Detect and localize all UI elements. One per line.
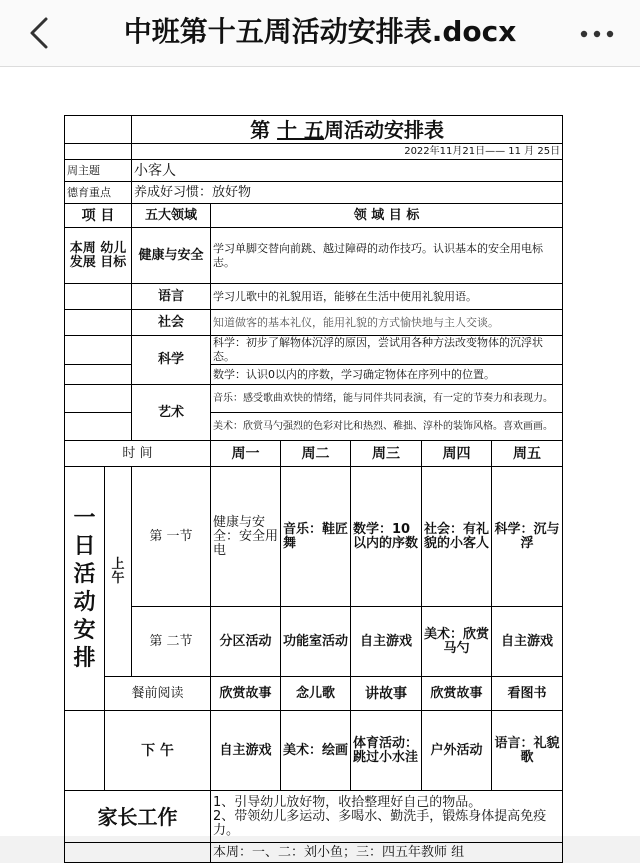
p1-tue: 音乐：鞋匠舞 [281, 467, 351, 607]
read-wed: 讲故事 [351, 677, 422, 711]
blank-cell [65, 116, 132, 144]
pm-fri: 语言：礼貌歌 [492, 711, 563, 791]
domain-science: 科学 [132, 336, 211, 385]
daily-activity-label: 一日活动安排 [65, 467, 105, 711]
goal-fine-art: 美术：欣赏马勺强烈的色彩对比和热烈、稚拙、淳朴的装饰风格。喜欢画画。 [211, 413, 563, 441]
pm-mon: 自主游戏 [211, 711, 281, 791]
document-title: 中班第十五周活动安排表.docx [123, 15, 517, 48]
day-tue: 周二 [281, 441, 351, 467]
p1-mon: 健康与安全：安全用电 [211, 467, 281, 607]
more-horizontal-icon[interactable] [580, 30, 614, 38]
read-fri: 看图书 [492, 677, 563, 711]
date-range: 2022年11月21日—— 11 月 25日 [132, 144, 563, 160]
dev-goal-label: 本周 幼儿发展 目标 [65, 228, 132, 284]
goal-health: 学习单脚交替向前跳、越过障碍的动作技巧。认识基本的安全用电标志。 [211, 228, 563, 284]
schedule-table [64, 115, 563, 863]
p1-wed: 数学：10以内的序数 [351, 467, 422, 607]
reading-label: 餐前阅读 [105, 677, 211, 711]
theme-label: 周主题 [65, 160, 132, 182]
parent-work-line-1: 1、引导幼儿放好物，收拾整理好自己的物品。 [213, 794, 482, 810]
p2-wed: 自主游戏 [351, 607, 422, 677]
moral-label: 德育重点 [65, 182, 132, 204]
p1-fri: 科学：沉与浮 [492, 467, 563, 607]
domain-health: 健康与安全 [132, 228, 211, 284]
top-bar [0, 0, 640, 67]
col-goal: 领 域 目 标 [211, 204, 563, 228]
read-tue: 念儿歌 [281, 677, 351, 711]
document-page [0, 67, 640, 860]
day-wed: 周三 [351, 441, 422, 467]
pm-wed: 体育活动：跳过小水洼 [351, 711, 422, 791]
theme-value: 小客人 [132, 160, 563, 182]
goal-social: 知道做客的基本礼仪，能用礼貌的方式愉快地与主人交谈。 [211, 310, 563, 336]
bottom-partial-text: 本周：一、二：刘小鱼；三：四五年教师 组 [211, 843, 563, 863]
period-1-label: 第 一节 [132, 467, 211, 607]
domain-social: 社会 [132, 310, 211, 336]
domain-art: 艺术 [132, 385, 211, 441]
read-mon: 欣赏故事 [211, 677, 281, 711]
p2-fri: 自主游戏 [492, 607, 563, 677]
goal-science: 科学：初步了解物体沉浮的原因，尝试用各种方法改变物体的沉浮状态。 [211, 336, 563, 365]
schedule-document [64, 115, 562, 863]
day-thu: 周四 [422, 441, 492, 467]
p2-thu: 美术：欣赏马勺 [422, 607, 492, 677]
chevron-left-icon[interactable] [22, 15, 58, 51]
pm-tue: 美术：绘画 [281, 711, 351, 791]
p2-mon: 分区活动 [211, 607, 281, 677]
read-thu: 欣赏故事 [422, 677, 492, 711]
col-item: 项 目 [65, 204, 132, 228]
goal-language: 学习儿歌中的礼貌用语，能够在生活中使用礼貌用语。 [211, 284, 563, 310]
pm-thu: 户外活动 [422, 711, 492, 791]
domain-language: 语言 [132, 284, 211, 310]
moral-value: 养成好习惯：放好物 [132, 182, 563, 204]
page-title: 第 十 五周活动安排表 [132, 116, 563, 144]
goal-math: 数学：认识0以内的序数，学习确定物体在序列中的位置。 [211, 365, 563, 385]
pm-label: 下 午 [105, 711, 211, 791]
parent-work-line-2: 2、带领幼儿多运动、多喝水、勤洗手，锻炼身体提高免疫力。 [213, 808, 547, 838]
col-domain: 五大领域 [132, 204, 211, 228]
am-label: 上午 [105, 467, 132, 677]
goal-music: 音乐：感受歌曲欢快的情绪，能与同伴共同表演，有一定的节奏力和表现力。 [211, 385, 563, 413]
time-label: 时 间 [65, 441, 211, 467]
period-2-label: 第 二节 [132, 607, 211, 677]
parent-work-label: 家长工作 [65, 791, 211, 843]
parent-work-text [211, 791, 563, 843]
p1-thu: 社会：有礼貌的小客人 [422, 467, 492, 607]
p2-tue: 功能室活动 [281, 607, 351, 677]
day-mon: 周一 [211, 441, 281, 467]
day-fri: 周五 [492, 441, 563, 467]
